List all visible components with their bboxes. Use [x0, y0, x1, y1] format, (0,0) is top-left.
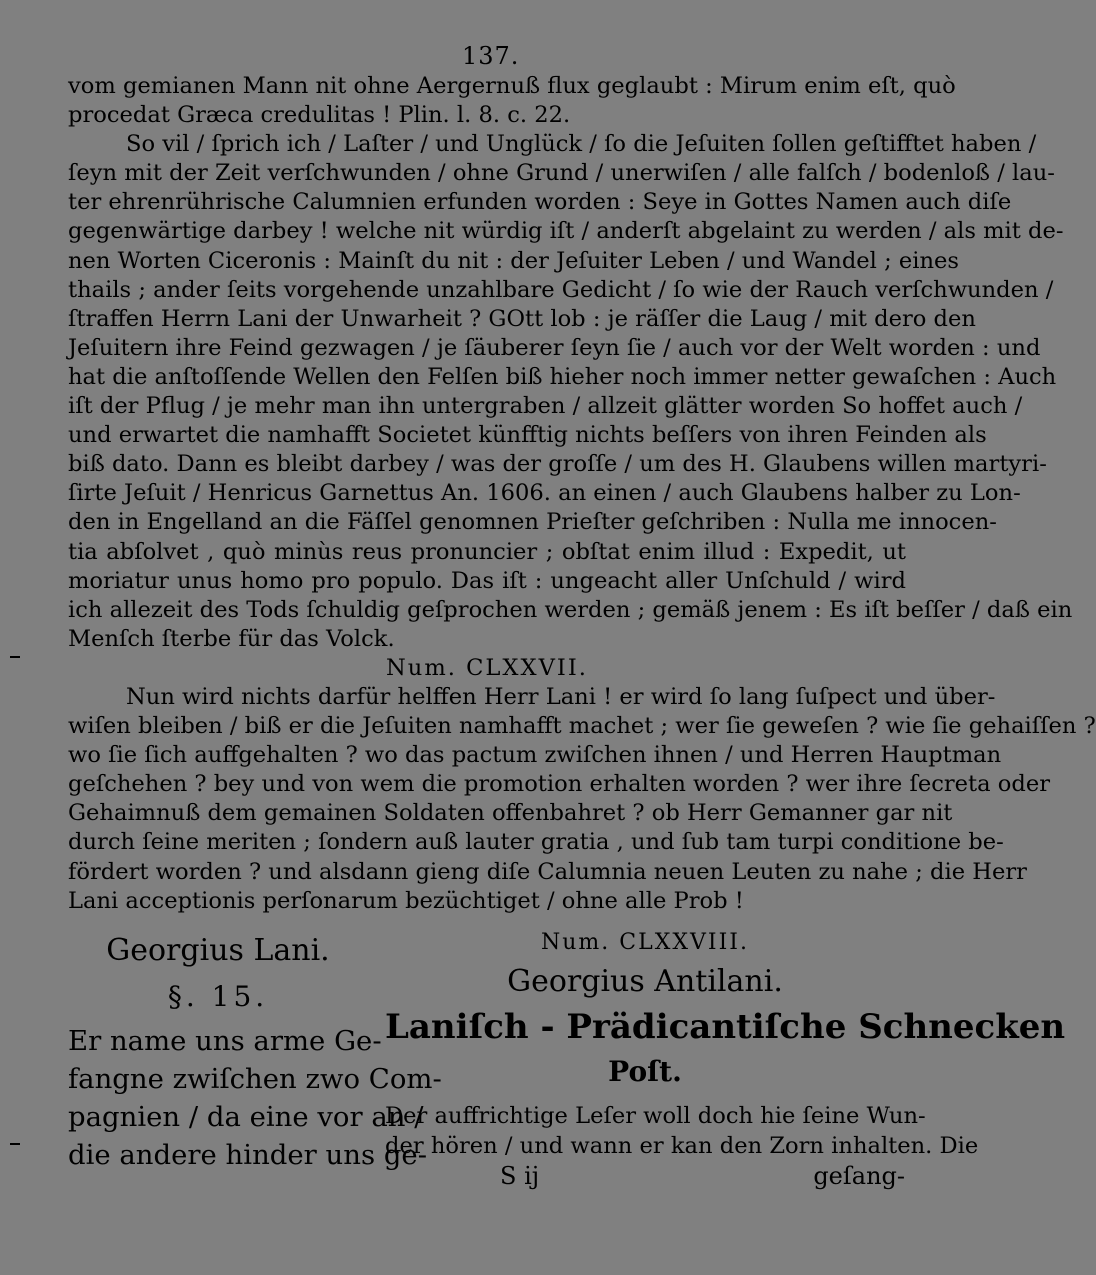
text-line: ter ehrenrührische Calumnien erfunden worden : Seye in Gottes Namen auch diſe: [68, 189, 1012, 216]
text-line: procedat Græca credulitas ! Plin. l. 8. c. 22.: [68, 102, 571, 129]
text-line: fangne zwiſchen zwo Com-: [68, 1063, 442, 1095]
right-column-name: Georgius Antilani.: [507, 964, 783, 999]
text-line: pagnien / da eine vor an /: [68, 1101, 424, 1133]
text-line: die andere hinder uns ge-: [68, 1139, 427, 1171]
left-column-body: [68, 1022, 442, 1174]
text-line: nen Worten Ciceronis : Mainſt du nit : der Jeſuiter Leben / und Wandel ; eines: [68, 247, 959, 274]
text-line: Der auffrichtige Leſer woll doch hie ſeine Wun-: [385, 1103, 926, 1129]
text-line: vom gemianen Mann nit ohne Aergernuß flux geglaubt : Mirum enim eſt, quò: [68, 73, 956, 99]
text-line: moriatur unus homo pro populo. Das iſt : ungeacht aller Unſchuld / wird: [68, 567, 906, 594]
text-line: So vil / ſprich ich / Laſter / und Unglück / ſo die Jeſuiten ſollen geſtifftet haben /: [126, 131, 1037, 158]
catchword: geſang-: [813, 1162, 905, 1190]
text-line: und erwartet die namhafft Societet künfftig nichts beſſers von ihren Feinden als: [68, 422, 987, 449]
page-footer: [385, 1161, 905, 1191]
margin-mark: [10, 1143, 20, 1145]
text-line: fördert worden ? und alsdann gieng diſe Calumnia neuen Leuten zu nahe ; die Herr: [68, 858, 1027, 885]
section-number: §. 15.: [167, 980, 269, 1013]
text-line: tia abſolvet , quò minùs reus pronuncier ; obſtat enim illud : Expedit, ut: [68, 538, 906, 565]
text-line: iſt der Pflug / je mehr man ihn untergraben / allzeit glätter worden So hoffet auch /: [68, 393, 1023, 420]
text-line: thails ; ander ſeits vorgehende unzahlbare Gedicht / ſo wie der Rauch verſchwunden /: [68, 276, 1054, 303]
left-column: [68, 930, 442, 1174]
right-column-body: [385, 1101, 979, 1161]
page-number: 137.: [462, 42, 520, 70]
text-line: Jeſuitern ihre Feind gezwagen / je ſäuberer ſeyn ſie / auch vor der Welt worden : und: [68, 334, 1041, 361]
text-line: durch ſeine meriten ; ſondern auß lauter gratia , und ſub tam turpi conditione be-: [68, 829, 1004, 856]
text-line: Lani acceptionis perſonarum bezüchtiget / ohne alle Prob !: [68, 887, 744, 914]
text-line: wiſen bleiben / biß er die Jeſuiten namhafft machet ; wer ſie geweſen ? wie ſie gehaiſſen ?: [68, 713, 1096, 740]
text-line: Er name uns arme Ge-: [68, 1025, 382, 1057]
text-line: ſirte Jeſuit / Henricus Garnettus An. 1606. an einen / auch Glaubens halber zu Lon-: [68, 480, 1021, 507]
section-heading: Num. CLXXVIII.: [541, 930, 749, 955]
right-column-title: Laniſch - Prädicantiſche Schnecken: [385, 1007, 1066, 1047]
text-line: gegenwärtige darbey ! welche nit würdig iſt / anderſt abgelaint zu werden / als mit de-: [68, 218, 1064, 245]
text-line: hat die anſtoſſende Wellen den Felſen biß hieher noch immer netter gewaſchen : Auch: [68, 363, 1057, 390]
text-line: wo ſie ſich auffgehalten ? wo das pactum zwiſchen ihnen / und Herren Hauptman: [68, 742, 1002, 769]
text-line: ich allezeit des Tods ſchuldig geſprochen werden ; gemäß jenem : Es iſt beſſer / daß ein: [68, 596, 1073, 623]
right-column: [385, 925, 1066, 1191]
text-line: ſtraffen Herrn Lani der Unwarheit ? GOtt lob : je räſſer die Laug / mit dero den: [68, 305, 976, 332]
text-line: geſchehen ? bey und von wem die promotion erhalten worden ? wer ihre ſecreta oder: [68, 771, 1051, 798]
left-column-name: Georgius Lani.: [106, 933, 330, 968]
text-line: Gehaimnuß dem gemainen Soldaten offenbahret ? ob Herr Gemanner gar nit: [68, 800, 953, 827]
margin-mark: [10, 656, 20, 658]
main-text-block: [68, 72, 1096, 916]
signature-mark: S ij: [500, 1162, 540, 1190]
text-line: biß dato. Dann es bleibt darbey / was der groſſe / um des H. Glaubens willen martyri-: [68, 451, 1047, 478]
text-line: ſeyn mit der Zeit verſchwunden / ohne Grund / unerwiſen / alle falſch / bodenloß / lau-: [68, 160, 1055, 187]
text-line: Menſch ſterbe für das Volck.: [68, 625, 395, 652]
text-line: Nun wird nichts darfür helffen Herr Lani ! er wird ſo lang ſuſpect und über-: [126, 683, 996, 710]
text-line: der hören / und wann er kan den Zorn inhalten. Die: [385, 1133, 979, 1159]
text-line: den in Engelland an die Fäſſel genomnen Prieſter geſchriben : Nulla me innocen-: [68, 509, 997, 536]
right-column-title-continued: Poſt.: [608, 1055, 682, 1088]
section-heading: Num. CLXXVII.: [386, 654, 588, 681]
